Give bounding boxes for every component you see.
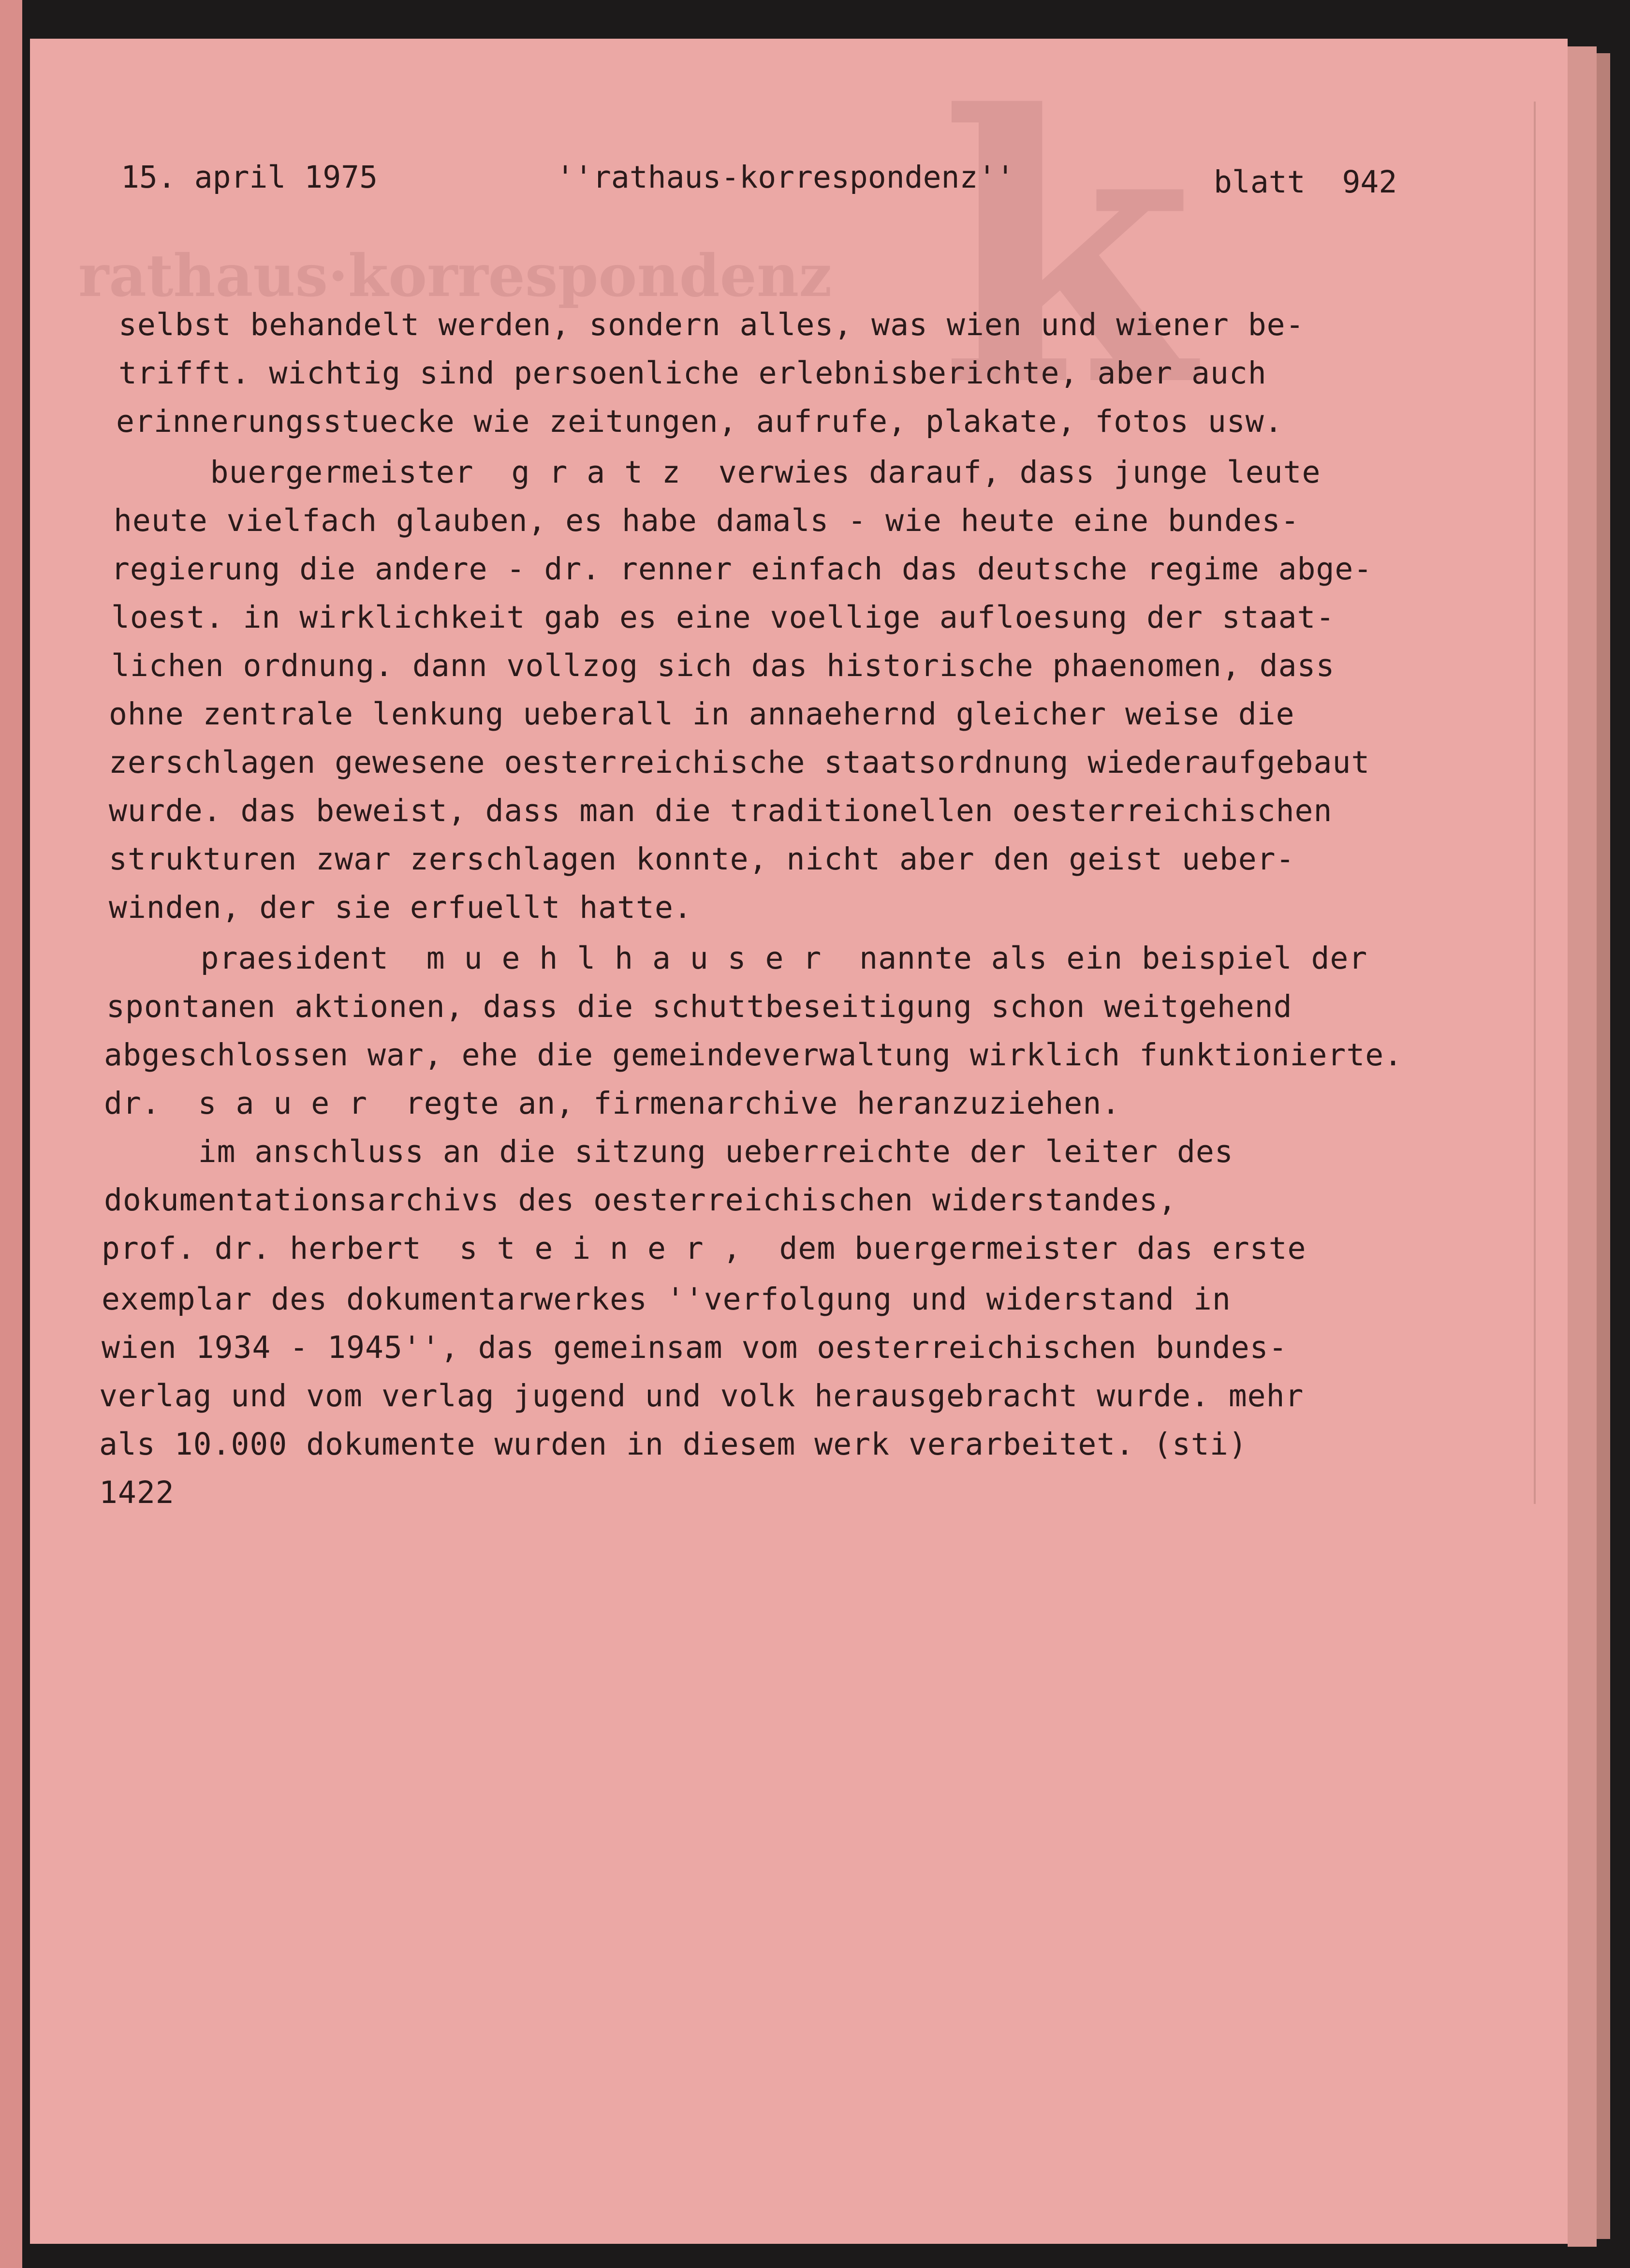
previous-page-edge [0,0,22,2268]
text-line: spontanen aktionen, dass die schuttbeseitigung schon weitgehend [106,989,1292,1024]
text-line: winden, der sie erfuellt hatte. [109,890,692,925]
text-line: selbst behandelt werden, sondern alles, was wien und wiener be- [118,307,1305,342]
text-line: ohne zentrale lenkung ueberall in annaehernd gleicher weise die [109,696,1295,732]
text-line: im anschluss an die sitzung ueberreichte der leiter des [104,1134,1234,1169]
page-stack-edge-dark [1597,53,1610,2239]
text-line: erinnerungsstuecke wie zeitungen, aufrufe, plakate, fotos usw. [116,404,1283,439]
text-line: lichen ordnung. dann vollzog sich das historische phaenomen, dass [111,648,1335,683]
text-line: wien 1934 - 1945'', das gemeinsam vom oesterreichischen bundes- [102,1330,1288,1365]
text-line: loest. in wirklichkeit gab es eine voellige aufloesung der staat- [111,600,1335,635]
header-date: 15. april 1975 [121,160,378,195]
bleed-through-letterhead: rathaus·korrespondenz [78,242,832,310]
text-line: als 10.000 dokumente wurden in diesem werk verarbeitet. (sti) [99,1427,1248,1462]
text-line: dr. s a u e r regte an, firmenarchive heranzuziehen. [104,1086,1121,1121]
text-line: wurde. das beweist, dass man die traditionellen oesterreichischen [109,793,1333,828]
text-line: strukturen zwar zerschlagen konnte, nicht aber den geist ueber- [109,841,1295,877]
header-publication: ''rathaus-korrespondenz'' [556,160,1015,195]
text-line: praesident m u e h l h a u s e r nannte als ein beispiel der [106,941,1368,976]
text-line: heute vielfach glauben, es habe damals - wie heute eine bundes- [114,503,1300,538]
text-line: buergermeister g r a t z verwies darauf, dass junge leute [116,455,1321,490]
text-line: verlag und vom verlag jugend und volk herausgebracht wurde. mehr [99,1378,1304,1414]
text-line: abgeschlossen war, ehe die gemeindeverwaltung wirklich funktionierte. [104,1037,1403,1073]
text-line: prof. dr. herbert s t e i n e r , dem buergermeister das erste [102,1231,1307,1266]
text-line: exemplar des dokumentarwerkes ''verfolgung und widerstand in [102,1281,1231,1317]
text-line: dokumentationsarchivs des oesterreichischen widerstandes, [104,1182,1177,1218]
text-line: 1422 [99,1475,175,1510]
page-stack-edge [1568,46,1597,2247]
text-line: trifft. wichtig sind persoenliche erlebnisberichte, aber auch [118,355,1267,391]
header-sheet-number: blatt 942 [1214,164,1397,200]
text-line: regierung die andere - dr. renner einfach das deutsche regime abge- [111,551,1373,587]
bleed-through-logo: k [939,39,1194,467]
fold-mark [1534,102,1536,1504]
text-line: zerschlagen gewesene oesterreichische staatsordnung wiederaufgebaut [109,745,1370,780]
